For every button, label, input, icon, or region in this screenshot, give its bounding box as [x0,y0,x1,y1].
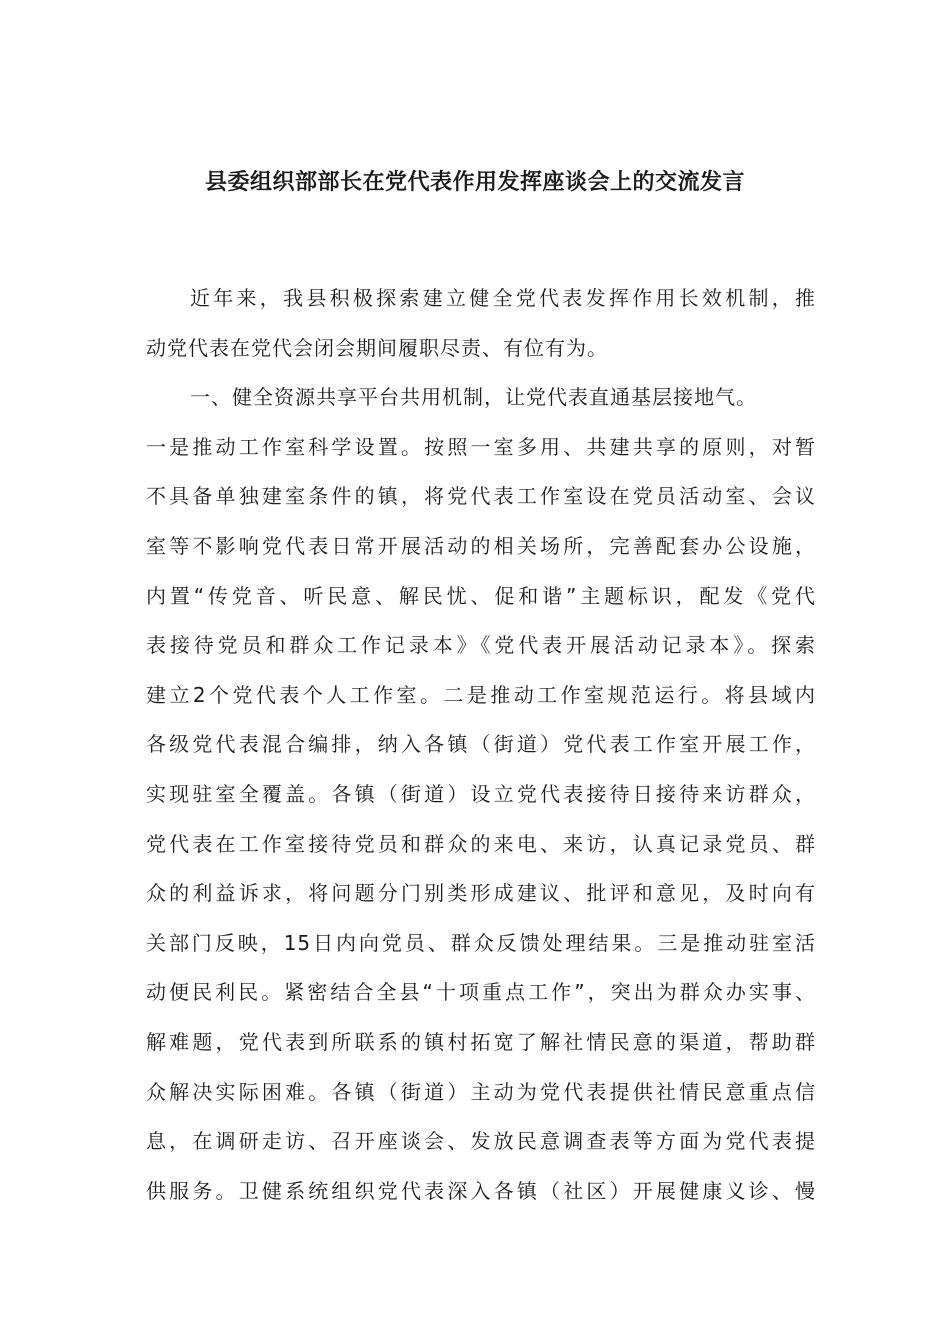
paragraph-line: 室等不影响党代表日常开展活动的相关场所，完善配套办公设施， [146,533,816,558]
paragraph-line: 动党代表在党代会闭会期间履职尽责、有位有为。 [146,335,608,360]
document-title: 县委组织部部长在党代表作用发挥座谈会上的交流发言 [204,169,745,195]
document-body [146,274,816,1216]
paragraph-line: 内置“传党音、听民意、解民忧、促和谐”主题标识，配发《党代 [146,583,816,608]
paragraph-line: 一是推动工作室科学设置。按照一室多用、共建共享的原则，对暂 [146,434,816,459]
section-heading-line: 一、健全资源共享平台共用机制，让党代表直通基层接地气。 [190,385,757,410]
paragraph-line: 息，在调研走访、召开座谈会、发放民意调查表等方面为党代表提 [146,1129,816,1154]
paragraph-line: 供服务。卫健系统组织党代表深入各镇（社区）开展健康义诊、慢 [146,1178,816,1203]
paragraph-line: 关部门反映，15日内向党员、群众反馈处理结果。三是推动驻室活 [146,930,816,955]
paragraph-line: 众解决实际困难。各镇（街道）主动为党代表提供社情民意重点信 [146,1079,816,1104]
paragraph-line: 动便民利民。紧密结合全县“十项重点工作”，突出为群众办实事、 [146,980,816,1005]
paragraph-line: 实现驻室全覆盖。各镇（街道）设立党代表接待日接待来访群众， [146,781,816,806]
paragraph-line: 众的利益诉求，将问题分门别类形成建议、批评和意见，及时向有 [146,881,816,906]
paragraph-line: 近年来，我县积极探索建立健全党代表发挥作用长效机制，推 [190,286,816,310]
paragraph-line: 解难题，党代表到所联系的镇村拓宽了解社情民意的渠道，帮助群 [146,1029,816,1054]
paragraph-line: 建立2个党代表个人工作室。二是推动工作室规范运行。将县域内 [146,682,816,707]
paragraph-line: 表接待党员和群众工作记录本》《党代表开展活动记录本》。探索 [146,633,816,658]
paragraph-line: 各级党代表混合编排，纳入各镇（街道）党代表工作室开展工作， [146,732,816,757]
paragraph-line: 不具备单独建室条件的镇，将党代表工作室设在党员活动室、会议 [146,484,816,509]
paragraph-line: 党代表在工作室接待党员和群众的来电、来访，认真记录党员、群 [146,831,816,856]
